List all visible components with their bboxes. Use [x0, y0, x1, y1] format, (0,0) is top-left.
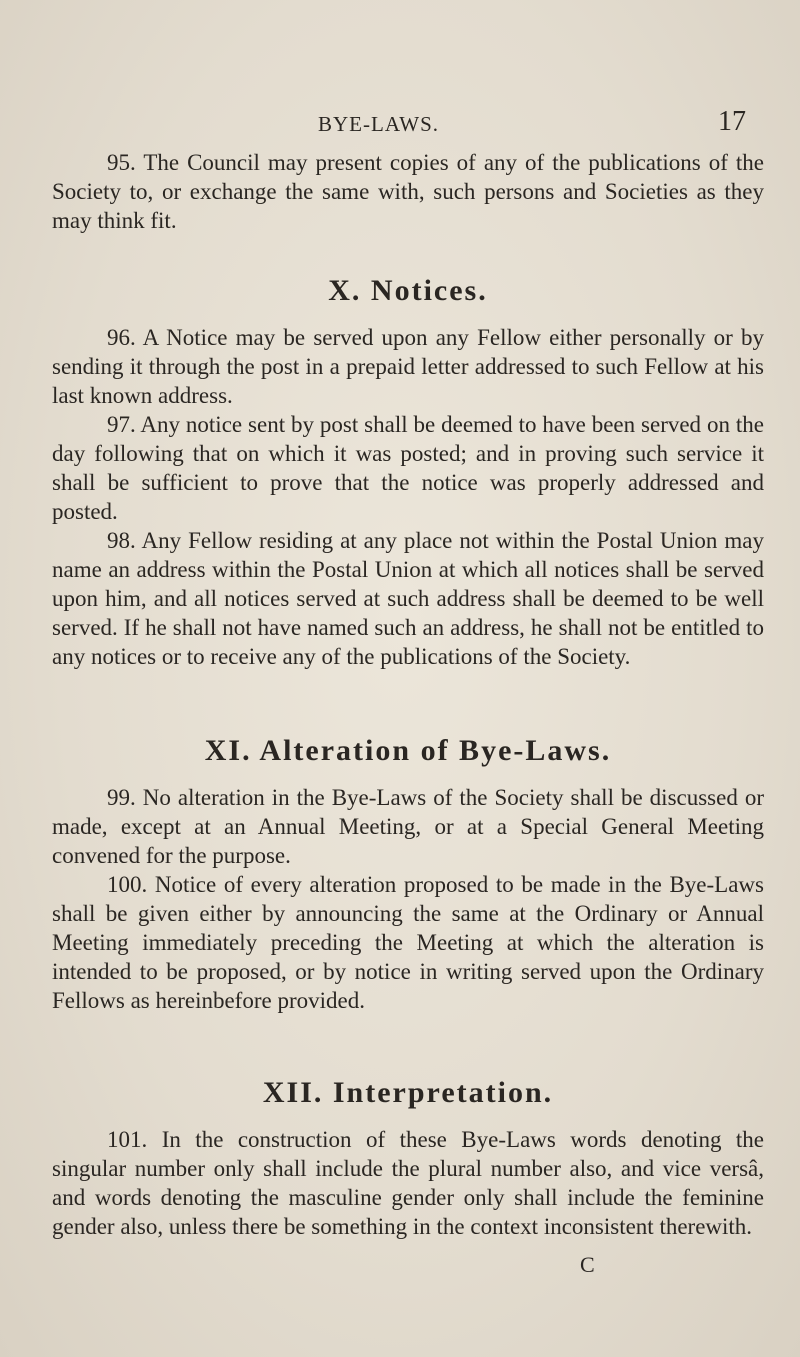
paragraph-97: 97. Any notice sent by post shall be deemed to have been served on the day following that on which it was posted; and in proving such service it shall be sufficient to prove that the notice was properly addressed and posted.: [52, 412, 764, 524]
paragraph-98: 98. Any Fellow residing at any place not within the Postal Union may name an address within the Postal Union at which all notices shall be served upon him, and all notices served at such address shall be deemed to be well served. If he shall not have named such an address, he shall not be entitled to any notices or to receive any of the publications of the Society.: [52, 528, 764, 669]
paragraph-100: 100. Notice of every alteration proposed to be made in the Bye-Laws shall be given either by announcing the same at the Ordinary or Annual Meeting immediately preceding the Meeting at which the alteration is intended to be proposed, or by notice in writing served upon the Ordinary Fellows as hereinbefore provided.: [52, 872, 764, 1013]
page-number: 17: [718, 106, 746, 137]
body-text: [52, 148, 764, 1241]
paragraph-95: 95. The Council may present copies of any of the publications of the Society to, or exchange the same with, such persons and Societies as they may think fit.: [52, 150, 764, 233]
paragraph-101: 101. In the construction of these Bye-Laws words denoting the singular number only shall include the plural number also, and vice versâ, and words denoting the masculine gender only shall include the feminine gender also, unless there be something in the context inconsistent therewith.: [52, 1127, 764, 1239]
paragraph-96: 96. A Notice may be served upon any Fellow either personally or by sending it through the post in a prepaid letter addressed to such Fellow at his last known address.: [52, 325, 764, 408]
running-head: [0, 106, 800, 142]
section-heading-alteration: XI. Alteration of Bye-Laws.: [204, 734, 612, 767]
paragraph-99: 99. No alteration in the Bye-Laws of the Society shall be discussed or made, except at an Annual Meeting, or at a Special General Meeting convened for the purpose.: [52, 785, 764, 868]
running-title: BYE-LAWS.: [318, 112, 440, 136]
signature-mark: C: [580, 1252, 595, 1277]
section-heading-interpretation: XII. Interpretation.: [262, 1076, 554, 1109]
section-heading-notices: X. Notices.: [328, 274, 488, 307]
